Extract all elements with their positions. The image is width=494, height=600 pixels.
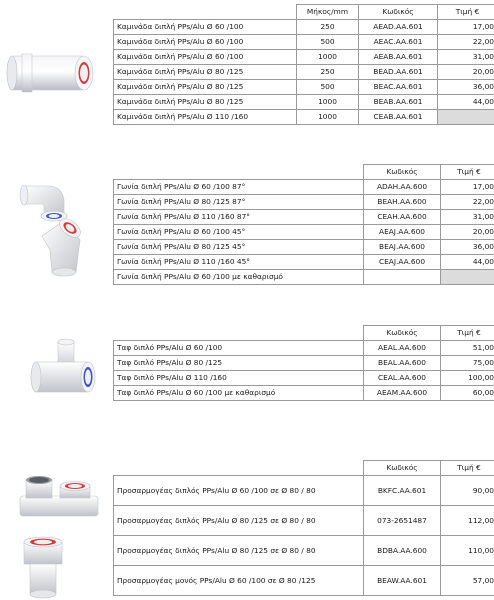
product-name: Ταφ διπλό PPs/Alu Ø 60 /100 με καθαρισμό [114,386,364,401]
elbows-header-price: Τιμή € [441,165,494,180]
elbows-header-blank [114,165,364,180]
product-price: 44,00 [441,255,494,270]
product-code: CEAB.AA.601 [359,110,438,125]
table-row [114,20,494,35]
product-name: Ταφ διπλό PPs/Alu Ø 80 /125 [114,356,364,371]
tee-image [0,336,112,406]
product-price: 31,00 [438,50,494,65]
product-name: Προσαρμογέας διπλός PPs/Alu Ø 60 /100 σε Ø 80 / 80 [114,476,364,506]
product-length: 500 [297,35,359,50]
product-code: 073-2651487 [364,506,441,536]
adapters-header-price: Τιμή € [441,461,494,476]
table-row [114,371,494,386]
table-row [114,506,494,536]
product-code: AEAD.AA.601 [359,20,438,35]
product-code: BKFC.AA.601 [364,476,441,506]
product-name: Καμινάδα διπλή PPs/Alu Ø 80 /125 [114,95,297,110]
product-name: Γωνία διπλή PPs/Alu Ø 60 /100 45° [114,225,364,240]
product-price: 100,00 [441,371,494,386]
product-code: AEAM.AA.600 [364,386,441,401]
table-row [114,95,494,110]
product-price: 44,00 [438,95,494,110]
straight-pipe-image [0,32,112,112]
table-row [114,65,494,80]
product-name: Καμινάδα διπλή PPs/Alu Ø 80 /125 [114,65,297,80]
product-price [441,270,494,285]
pipes-header-code: Κωδικός [359,5,438,20]
product-name: Γωνία διπλή PPs/Alu Ø 80 /125 45° [114,240,364,255]
table-row [114,225,494,240]
table-row [114,270,494,285]
product-code [364,270,441,285]
product-name: Ταφ διπλό PPs/Alu Ø 60 /100 [114,341,364,356]
product-code: BEAJ.AA.600 [364,240,441,255]
product-length: 250 [297,20,359,35]
product-name: Ταφ διπλό PPs/Alu Ø 110 /160 [114,371,364,386]
tees-header-blank [114,326,364,341]
table-row [114,110,494,125]
product-name: Καμινάδα διπλή PPs/Alu Ø 110 /160 [114,110,297,125]
adapters-header-blank [114,461,364,476]
product-code: BEAB.AA.601 [359,95,438,110]
product-name: Καμινάδα διπλή PPs/Alu Ø 60 /100 [114,20,297,35]
product-price: 36,00 [438,80,494,95]
product-price: 20,00 [438,65,494,80]
product-code: CEAH.AA.600 [364,210,441,225]
tees-header-code: Κωδικός [364,326,441,341]
product-code: CEAJ.AA.600 [364,255,441,270]
adapters-header-code: Κωδικός [364,461,441,476]
elbow-image [0,176,112,288]
table-row [114,80,494,95]
product-price: 20,00 [441,225,494,240]
product-code: AEAL.AA.600 [364,341,441,356]
product-name: Προσαρμογέας διπλός PPs/Alu Ø 80 /125 σε Ø 80 / 80 [114,506,364,536]
product-code: AEAC.AA.601 [359,35,438,50]
tees-table [113,325,494,401]
product-length: 1000 [297,50,359,65]
product-code: BEAL.AA.600 [364,356,441,371]
table-row [114,341,494,356]
pipes-table [113,4,494,125]
table-row [114,180,494,195]
product-price: 17,00 [441,180,494,195]
table-row [114,476,494,506]
product-price [438,110,494,125]
adapters-table [113,460,494,596]
product-price: 90,00 [441,476,494,506]
product-price: 17,00 [438,20,494,35]
product-price: 36,00 [441,240,494,255]
table-row [114,255,494,270]
product-length: 250 [297,65,359,80]
product-price: 57,00 [441,566,494,596]
product-code: CEAL.AA.600 [364,371,441,386]
product-price: 60,00 [441,386,494,401]
product-name: Καμινάδα διπλή PPs/Alu Ø 60 /100 [114,35,297,50]
product-name: Γωνία διπλή PPs/Alu Ø 80 /125 87° [114,195,364,210]
table-row [114,386,494,401]
product-name: Γωνία διπλή PPs/Alu Ø 110 /160 45° [114,255,364,270]
product-code: BDBA.AA.600 [364,536,441,566]
elbows-table [113,164,494,285]
table-row [114,566,494,596]
pipes-header-blank [114,5,297,20]
table-row [114,210,494,225]
table-row [114,536,494,566]
table-row [114,195,494,210]
product-code: BEAD.AA.601 [359,65,438,80]
product-code: BEAH.AA.600 [364,195,441,210]
product-name: Καμινάδα διπλή PPs/Alu Ø 80 /125 [114,80,297,95]
product-code: AEAB.AA.601 [359,50,438,65]
table-row [114,50,494,65]
adapter-image [0,466,112,600]
product-length: 500 [297,80,359,95]
table-row [114,356,494,371]
table-row [114,240,494,255]
product-price: 75,00 [441,356,494,371]
product-name: Προσαρμογέας μονός PPs/Alu Ø 60 /100 σε Ø 80 /125 [114,566,364,596]
table-row [114,35,494,50]
pipes-header-length: Μήκος/mm [297,5,359,20]
product-price: 110,00 [441,536,494,566]
product-price: 31,00 [441,210,494,225]
product-name: Προσαρμογέας διπλός PPs/Alu Ø 80 /125 σε Ø 80 / 80 [114,536,364,566]
product-name: Γωνία διπλή PPs/Alu Ø 110 /160 87° [114,210,364,225]
product-length: 1000 [297,110,359,125]
product-name: Γωνία διπλή PPs/Alu Ø 60 /100 87° [114,180,364,195]
product-price: 22,00 [438,35,494,50]
product-length: 1000 [297,95,359,110]
product-price: 51,00 [441,341,494,356]
pipes-header-price: Τιμή € [438,5,494,20]
tees-header-price: Τιμή € [441,326,494,341]
product-price: 112,00 [441,506,494,536]
product-code: BEAC.AA.601 [359,80,438,95]
product-name: Γωνία διπλή PPs/Alu Ø 60 /100 με καθαρισμό [114,270,364,285]
elbows-header-code: Κωδικός [364,165,441,180]
product-name: Καμινάδα διπλή PPs/Alu Ø 60 /100 [114,50,297,65]
product-code: AEAJ.AA.600 [364,225,441,240]
product-price: 22,00 [441,195,494,210]
product-code: ADAH.AA.600 [364,180,441,195]
product-code: BEAW.AA.601 [364,566,441,596]
